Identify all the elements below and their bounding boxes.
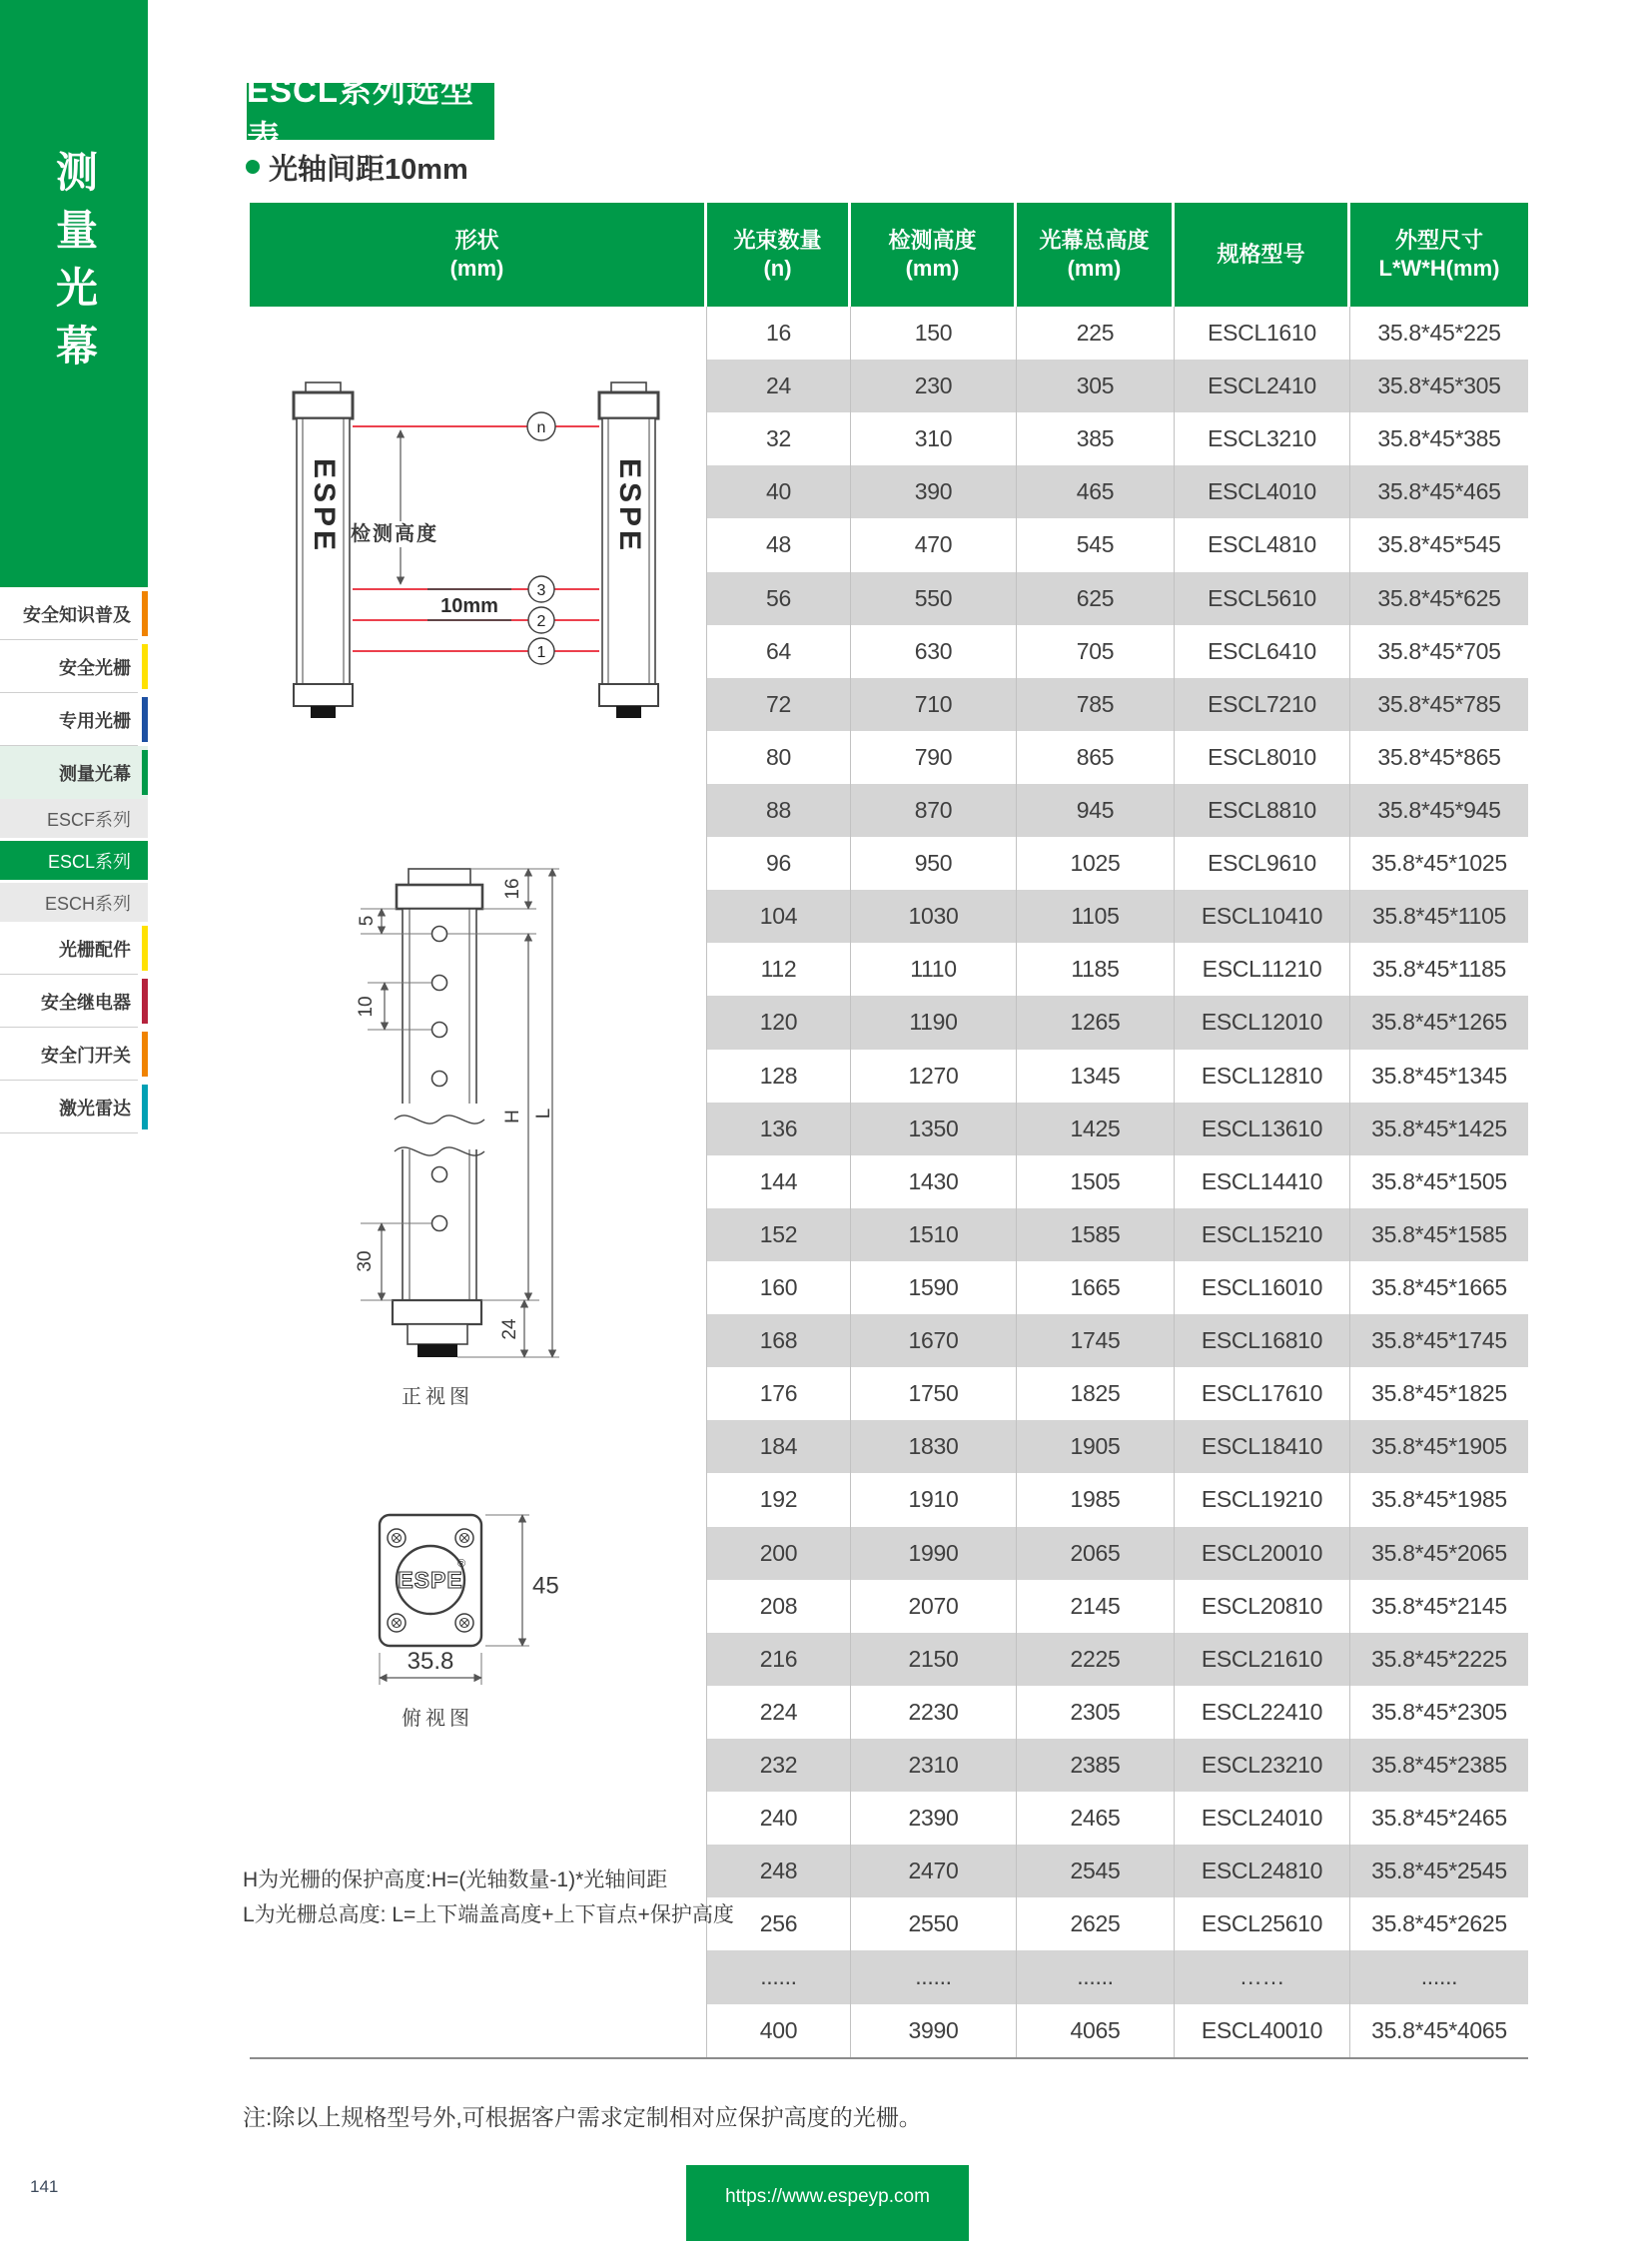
table-row bbox=[707, 1420, 1528, 1473]
table-row bbox=[707, 412, 1528, 465]
table-cell: 1910 bbox=[851, 1473, 1017, 1526]
table-cell: 1350 bbox=[851, 1103, 1017, 1155]
front-view-caption: 正视图 bbox=[402, 1386, 473, 1408]
table-row bbox=[707, 1739, 1528, 1792]
table-cell: ESCL19210 bbox=[1175, 1473, 1350, 1526]
table-cell: 144 bbox=[707, 1155, 851, 1208]
table-cell: 1665 bbox=[1017, 1261, 1175, 1314]
table-cell: ...... bbox=[707, 1950, 851, 2003]
table-cell: ESCL3210 bbox=[1175, 412, 1350, 465]
table-row bbox=[707, 996, 1528, 1049]
table-cell: ...... bbox=[1017, 1950, 1175, 2003]
table-row bbox=[707, 625, 1528, 678]
table-cell: 400 bbox=[707, 2004, 851, 2057]
table-cell: 35.8*45*785 bbox=[1377, 690, 1501, 717]
table-body-rows bbox=[707, 307, 1528, 2057]
sidebar-item-2[interactable] bbox=[0, 693, 148, 746]
table-cell: 785 bbox=[1017, 678, 1175, 731]
header-dimensions bbox=[1350, 203, 1528, 307]
table-row bbox=[707, 1950, 1528, 2003]
table-cell: 224 bbox=[707, 1686, 851, 1739]
table-cell: 216 bbox=[707, 1633, 851, 1686]
accent-bar bbox=[142, 750, 148, 795]
table-cell: 385 bbox=[1017, 412, 1175, 465]
table-cell: 160 bbox=[707, 1261, 851, 1314]
table-cell: 1830 bbox=[851, 1420, 1017, 1473]
table-cell: 232 bbox=[707, 1739, 851, 1792]
table-row bbox=[707, 943, 1528, 996]
beam-2-label: 2 bbox=[536, 613, 546, 630]
header-line: (mm) bbox=[1067, 256, 1122, 281]
table-row bbox=[707, 1367, 1528, 1420]
table-cell: 1745 bbox=[1017, 1314, 1175, 1367]
table-cell: ESCL14410 bbox=[1175, 1155, 1350, 1208]
footer-url-link[interactable]: https://www.espeyp.com bbox=[725, 2186, 930, 2207]
table-row bbox=[707, 1050, 1528, 1103]
table-cell: ESCL2410 bbox=[1175, 360, 1350, 412]
table-cell: 35.8*45*1665 bbox=[1371, 1274, 1507, 1301]
sidebar-item-label: ESCF系列 bbox=[46, 809, 131, 830]
table-cell: 35.8*45*1105 bbox=[1371, 903, 1507, 930]
table-cell: 35.8*45*865 bbox=[1377, 743, 1501, 770]
page-title: ESCL系列选型表 bbox=[247, 83, 494, 140]
dim-30-label: 30 bbox=[355, 1250, 377, 1272]
table-cell: 35.8*45*2065 bbox=[1371, 1539, 1507, 1566]
table-cell: 35.8*45*1185 bbox=[1371, 956, 1507, 983]
table-cell: 35.8*45*2465 bbox=[1371, 1805, 1507, 1832]
table-cell: 120 bbox=[707, 996, 851, 1049]
table-row bbox=[707, 678, 1528, 731]
sidebar-item-3[interactable] bbox=[0, 746, 148, 799]
table-cell: 1425 bbox=[1017, 1103, 1175, 1155]
table-cell: 35.8*45*945 bbox=[1377, 797, 1501, 824]
table-cell: 1825 bbox=[1017, 1367, 1175, 1420]
table-row bbox=[707, 784, 1528, 837]
table-cell: ESCL6410 bbox=[1175, 625, 1350, 678]
header-line: 光幕总高度 bbox=[1039, 228, 1150, 253]
table-cell: 1905 bbox=[1017, 1420, 1175, 1473]
table-cell: ESCL21610 bbox=[1175, 1633, 1350, 1686]
table-cell: ESCL24010 bbox=[1175, 1792, 1350, 1845]
table-cell: 24 bbox=[707, 360, 851, 412]
table-row bbox=[707, 1314, 1528, 1367]
sidebar-item-label: 测量光幕 bbox=[59, 763, 131, 784]
table-cell: ESCL7210 bbox=[1175, 678, 1350, 731]
table-cell: 2225 bbox=[1017, 1633, 1175, 1686]
table-cell: …… bbox=[1175, 1950, 1350, 2003]
table-cell: 136 bbox=[707, 1103, 851, 1155]
table-cell: ESCL24810 bbox=[1175, 1845, 1350, 1897]
table-cell: 1985 bbox=[1017, 1473, 1175, 1526]
table-cell: ESCL40010 bbox=[1175, 2004, 1350, 2057]
table-cell: ESCL18410 bbox=[1175, 1420, 1350, 1473]
subtitle-text: 光轴间距10mm bbox=[269, 153, 468, 186]
accent-bar bbox=[142, 1085, 148, 1129]
table-cell: 35.8*45*1265 bbox=[1371, 1009, 1507, 1036]
table-cell: ESCL15210 bbox=[1175, 1208, 1350, 1261]
sidebar-item-6[interactable] bbox=[0, 883, 148, 922]
table-cell: 35.8*45*1745 bbox=[1371, 1327, 1507, 1354]
header-line: L*W*H(mm) bbox=[1378, 256, 1500, 281]
header-line: 外型尺寸 bbox=[1394, 228, 1483, 253]
note-l-formula: L为光栅总高度: L=上下端盖高度+上下盲点+保护高度 bbox=[243, 1903, 734, 1926]
beam-pair-diagram bbox=[280, 372, 669, 721]
sidebar-item-label: 安全门开关 bbox=[41, 1045, 131, 1066]
sidebar-vertical-title: 测量光幕 bbox=[51, 150, 98, 381]
table-cell: 64 bbox=[707, 625, 851, 678]
table-cell: ESCL12810 bbox=[1175, 1050, 1350, 1103]
table-cell: ESCL1610 bbox=[1175, 307, 1350, 360]
accent-bar bbox=[142, 979, 148, 1024]
table-cell: 256 bbox=[707, 1897, 851, 1950]
detection-height-label: 检测高度 bbox=[351, 523, 438, 545]
table-cell: 35.8*45*2305 bbox=[1371, 1698, 1507, 1725]
header-model bbox=[1175, 203, 1350, 307]
table-cell: 35.8*45*2225 bbox=[1371, 1645, 1507, 1672]
top-view-caption: 俯视图 bbox=[402, 1708, 473, 1730]
registered-mark-icon: ® bbox=[457, 1558, 466, 1570]
table-row bbox=[707, 360, 1528, 412]
table-cell: 470 bbox=[851, 518, 1017, 571]
accent-bar bbox=[142, 697, 148, 742]
table-cell: 1105 bbox=[1017, 890, 1175, 943]
table-cell: 2065 bbox=[1017, 1527, 1175, 1580]
logo-text: ESPE bbox=[398, 1567, 463, 1593]
table-cell: 72 bbox=[707, 678, 851, 731]
table-cell: 550 bbox=[851, 572, 1017, 625]
header-line: 形状 bbox=[454, 228, 499, 253]
accent-bar bbox=[142, 926, 148, 971]
table-cell: 950 bbox=[851, 837, 1017, 890]
table-cell: 1270 bbox=[851, 1050, 1017, 1103]
brand-text-left: ESPE bbox=[308, 457, 342, 555]
table-row bbox=[707, 1686, 1528, 1739]
sidebar-item-label: ESCL系列 bbox=[47, 851, 131, 872]
table-cell: 2545 bbox=[1017, 1845, 1175, 1897]
header-line: 规格型号 bbox=[1217, 242, 1305, 267]
table-cell: 35.8*45*1825 bbox=[1371, 1380, 1507, 1407]
table-cell: 35.8*45*545 bbox=[1377, 531, 1501, 558]
sidebar-item-label: 安全知识普及 bbox=[23, 604, 131, 625]
table-cell: 710 bbox=[851, 678, 1017, 731]
table-cell: ...... bbox=[1420, 1963, 1458, 1990]
sidebar-category-banner bbox=[0, 0, 148, 587]
header-detection-height bbox=[851, 203, 1017, 307]
table-cell: 35.8*45*385 bbox=[1377, 425, 1501, 452]
sidebar-item-label: 光栅配件 bbox=[59, 939, 131, 960]
sidebar-item-4[interactable] bbox=[0, 799, 148, 838]
sidebar-menu bbox=[0, 587, 148, 1133]
table-row bbox=[707, 1897, 1528, 1950]
table-cell: 176 bbox=[707, 1367, 851, 1420]
table-cell: 2465 bbox=[1017, 1792, 1175, 1845]
table-cell: 48 bbox=[707, 518, 851, 571]
table-row bbox=[707, 1527, 1528, 1580]
table-row bbox=[707, 1103, 1528, 1155]
table-cell: 2070 bbox=[851, 1580, 1017, 1633]
dim-5-label: 5 bbox=[357, 915, 379, 927]
note-h-formula: H为光栅的保护高度:H=(光轴数量-1)*光轴间距 bbox=[243, 1868, 668, 1891]
table-cell: 56 bbox=[707, 572, 851, 625]
table-cell: 1750 bbox=[851, 1367, 1017, 1420]
beam-1-label: 1 bbox=[536, 644, 546, 661]
table-cell: 2230 bbox=[851, 1686, 1017, 1739]
table-header bbox=[250, 203, 1528, 307]
table-row bbox=[707, 731, 1528, 784]
table-cell: 35.8*45*1025 bbox=[1371, 850, 1507, 877]
table-cell: 35.8*45*1585 bbox=[1371, 1220, 1507, 1247]
table-cell: 1265 bbox=[1017, 996, 1175, 1049]
table-cell: ESCL13610 bbox=[1175, 1103, 1350, 1155]
table-cell: ESCL16010 bbox=[1175, 1261, 1350, 1314]
beam-3-label: 3 bbox=[536, 582, 546, 599]
table-cell: 1030 bbox=[851, 890, 1017, 943]
footer-banner bbox=[686, 2165, 969, 2241]
table-cell: 168 bbox=[707, 1314, 851, 1367]
header-shape bbox=[250, 203, 707, 307]
bullet-icon bbox=[246, 160, 260, 174]
table-row bbox=[707, 1208, 1528, 1261]
table-cell: 208 bbox=[707, 1580, 851, 1633]
table-cell: ESCL12010 bbox=[1175, 996, 1350, 1049]
table-cell: 2550 bbox=[851, 1897, 1017, 1950]
table-row bbox=[707, 837, 1528, 890]
table-cell: 35.8*45*465 bbox=[1377, 478, 1501, 505]
table-cell: 225 bbox=[1017, 307, 1175, 360]
beam-number-labels bbox=[537, 419, 546, 661]
sidebar-item-0[interactable] bbox=[0, 587, 148, 640]
table-cell: 35.8*45*2145 bbox=[1371, 1592, 1507, 1619]
table-row bbox=[707, 1845, 1528, 1897]
table-cell: ESCL22410 bbox=[1175, 1686, 1350, 1739]
table-cell: 230 bbox=[851, 360, 1017, 412]
table-cell: 1345 bbox=[1017, 1050, 1175, 1103]
beam-n-label: n bbox=[536, 419, 546, 436]
table-cell: ESCL16810 bbox=[1175, 1314, 1350, 1367]
table-cell: 2150 bbox=[851, 1633, 1017, 1686]
table-cell: ESCL11210 bbox=[1175, 943, 1350, 996]
table-cell: 35.8*45*1345 bbox=[1371, 1062, 1507, 1089]
table-cell: 1430 bbox=[851, 1155, 1017, 1208]
pitch-label: 10mm bbox=[440, 595, 498, 617]
table-cell: 150 bbox=[851, 307, 1017, 360]
header-line: (n) bbox=[763, 256, 792, 281]
subtitle-row bbox=[246, 149, 468, 185]
table-cell: 630 bbox=[851, 625, 1017, 678]
table-row bbox=[707, 1792, 1528, 1845]
table-cell: 2305 bbox=[1017, 1686, 1175, 1739]
top-view-diagram bbox=[370, 1503, 579, 1743]
bottom-note: 注:除以上规格型号外,可根据客户需求定制相对应保护高度的光栅。 bbox=[243, 2104, 922, 2130]
front-view-diagram bbox=[355, 864, 564, 1413]
table-row bbox=[707, 1633, 1528, 1686]
dim-h-label: H bbox=[502, 1110, 524, 1123]
table-cell: ESCL9610 bbox=[1175, 837, 1350, 890]
sidebar-item-8[interactable] bbox=[0, 975, 148, 1028]
table-cell: 2625 bbox=[1017, 1897, 1175, 1950]
sidebar-item-label: ESCH系列 bbox=[44, 893, 131, 914]
table-row bbox=[707, 1580, 1528, 1633]
table-cell: 3990 bbox=[851, 2004, 1017, 2057]
table-cell: 248 bbox=[707, 1845, 851, 1897]
header-beam-count bbox=[707, 203, 851, 307]
table-cell: 1025 bbox=[1017, 837, 1175, 890]
table-row bbox=[707, 518, 1528, 571]
sidebar-item-5[interactable] bbox=[0, 841, 148, 880]
table-cell: 2145 bbox=[1017, 1580, 1175, 1633]
sidebar-item-10[interactable] bbox=[0, 1081, 148, 1133]
table-cell: 705 bbox=[1017, 625, 1175, 678]
brand-text-right: ESPE bbox=[613, 457, 647, 555]
dim-35-8-label: 35.8 bbox=[407, 1648, 454, 1675]
dim-16-label: 16 bbox=[502, 878, 524, 900]
table-cell: 4065 bbox=[1017, 2004, 1175, 2057]
table-cell: 240 bbox=[707, 1792, 851, 1845]
table-cell: 1505 bbox=[1017, 1155, 1175, 1208]
sidebar-item-label: 安全继电器 bbox=[41, 992, 131, 1013]
table-row bbox=[707, 1155, 1528, 1208]
table-cell: ESCL25610 bbox=[1175, 1897, 1350, 1950]
accent-bar bbox=[142, 644, 148, 689]
table-row bbox=[707, 572, 1528, 625]
table-cell: 35.8*45*1505 bbox=[1371, 1167, 1507, 1194]
table-cell: 35.8*45*2385 bbox=[1371, 1752, 1507, 1778]
dim-24-label: 24 bbox=[499, 1318, 521, 1340]
table-cell: 104 bbox=[707, 890, 851, 943]
dim-10-label: 10 bbox=[356, 996, 378, 1018]
table-cell: ESCL10410 bbox=[1175, 890, 1350, 943]
table-cell: 1190 bbox=[851, 996, 1017, 1049]
table-cell: 35.8*45*625 bbox=[1377, 584, 1501, 611]
table-cell: 1185 bbox=[1017, 943, 1175, 996]
table-row bbox=[707, 465, 1528, 518]
table-row bbox=[707, 1473, 1528, 1526]
table-cell: ...... bbox=[851, 1950, 1017, 2003]
table-cell: ESCL20010 bbox=[1175, 1527, 1350, 1580]
table-cell: 945 bbox=[1017, 784, 1175, 837]
table-cell: 1110 bbox=[851, 943, 1017, 996]
table-row bbox=[707, 890, 1528, 943]
table-cell: ESCL8810 bbox=[1175, 784, 1350, 837]
table-cell: 192 bbox=[707, 1473, 851, 1526]
table-cell: 35.8*45*1425 bbox=[1371, 1115, 1507, 1141]
table-cell: 865 bbox=[1017, 731, 1175, 784]
sidebar-item-9[interactable] bbox=[0, 1028, 148, 1081]
table-cell: 152 bbox=[707, 1208, 851, 1261]
table-cell: 1670 bbox=[851, 1314, 1017, 1367]
table-cell: ESCL4810 bbox=[1175, 518, 1350, 571]
table-cell: 35.8*45*225 bbox=[1377, 320, 1501, 347]
table-cell: 1585 bbox=[1017, 1208, 1175, 1261]
table-cell: 96 bbox=[707, 837, 851, 890]
header-total-height bbox=[1017, 203, 1175, 307]
table-cell: 870 bbox=[851, 784, 1017, 837]
table-row bbox=[707, 307, 1528, 360]
page-number: 141 bbox=[30, 2177, 59, 2196]
sidebar-item-label: 安全光栅 bbox=[59, 657, 131, 678]
table-cell: 1510 bbox=[851, 1208, 1017, 1261]
table-cell: ESCL5610 bbox=[1175, 572, 1350, 625]
table-cell: 1990 bbox=[851, 1527, 1017, 1580]
table-cell: 625 bbox=[1017, 572, 1175, 625]
table-cell: 35.8*45*1905 bbox=[1371, 1433, 1507, 1460]
table-cell: 35.8*45*305 bbox=[1377, 373, 1501, 399]
table-cell: ESCL23210 bbox=[1175, 1739, 1350, 1792]
dim-45-label: 45 bbox=[532, 1572, 559, 1600]
sidebar-item-label: 激光雷达 bbox=[59, 1098, 131, 1119]
dim-l-label: L bbox=[533, 1108, 555, 1120]
table-cell: 390 bbox=[851, 465, 1017, 518]
table-cell: 310 bbox=[851, 412, 1017, 465]
accent-bar bbox=[142, 1032, 148, 1077]
sidebar-item-label: 专用光栅 bbox=[59, 710, 131, 731]
header-line: (mm) bbox=[905, 256, 960, 281]
table-cell: 16 bbox=[707, 307, 851, 360]
header-line: 检测高度 bbox=[888, 228, 977, 253]
front-view-body bbox=[393, 869, 484, 1357]
table-cell: 40 bbox=[707, 465, 851, 518]
divider bbox=[0, 1132, 138, 1133]
table-cell: 790 bbox=[851, 731, 1017, 784]
table-cell: 35.8*45*2545 bbox=[1371, 1858, 1507, 1884]
table-cell: 305 bbox=[1017, 360, 1175, 412]
table-cell: 465 bbox=[1017, 465, 1175, 518]
table-cell: 80 bbox=[707, 731, 851, 784]
table-cell: 1590 bbox=[851, 1261, 1017, 1314]
table-cell: 35.8*45*705 bbox=[1377, 637, 1501, 664]
table-cell: 35.8*45*1985 bbox=[1371, 1486, 1507, 1513]
table-row bbox=[707, 2004, 1528, 2057]
sidebar-item-1[interactable] bbox=[0, 640, 148, 693]
table-cell: 200 bbox=[707, 1527, 851, 1580]
table-cell: 35.8*45*4065 bbox=[1371, 2016, 1507, 2043]
table-cell: ESCL8010 bbox=[1175, 731, 1350, 784]
table-row bbox=[707, 1261, 1528, 1314]
table-cell: 184 bbox=[707, 1420, 851, 1473]
table-cell: 2385 bbox=[1017, 1739, 1175, 1792]
table-cell: ESCL4010 bbox=[1175, 465, 1350, 518]
table-cell: 112 bbox=[707, 943, 851, 996]
table-cell: 2470 bbox=[851, 1845, 1017, 1897]
table-cell: 32 bbox=[707, 412, 851, 465]
table-cell: ESCL20810 bbox=[1175, 1580, 1350, 1633]
table-cell: 128 bbox=[707, 1050, 851, 1103]
table-cell: 88 bbox=[707, 784, 851, 837]
header-line: 光束数量 bbox=[733, 228, 822, 253]
table-cell: ESCL17610 bbox=[1175, 1367, 1350, 1420]
table-cell: 35.8*45*2625 bbox=[1371, 1910, 1507, 1937]
table-cell: 2310 bbox=[851, 1739, 1017, 1792]
table-cell: 545 bbox=[1017, 518, 1175, 571]
table-cell: 2390 bbox=[851, 1792, 1017, 1845]
sidebar-item-7[interactable] bbox=[0, 922, 148, 975]
accent-bar bbox=[142, 591, 148, 636]
header-line: (mm) bbox=[449, 256, 504, 281]
